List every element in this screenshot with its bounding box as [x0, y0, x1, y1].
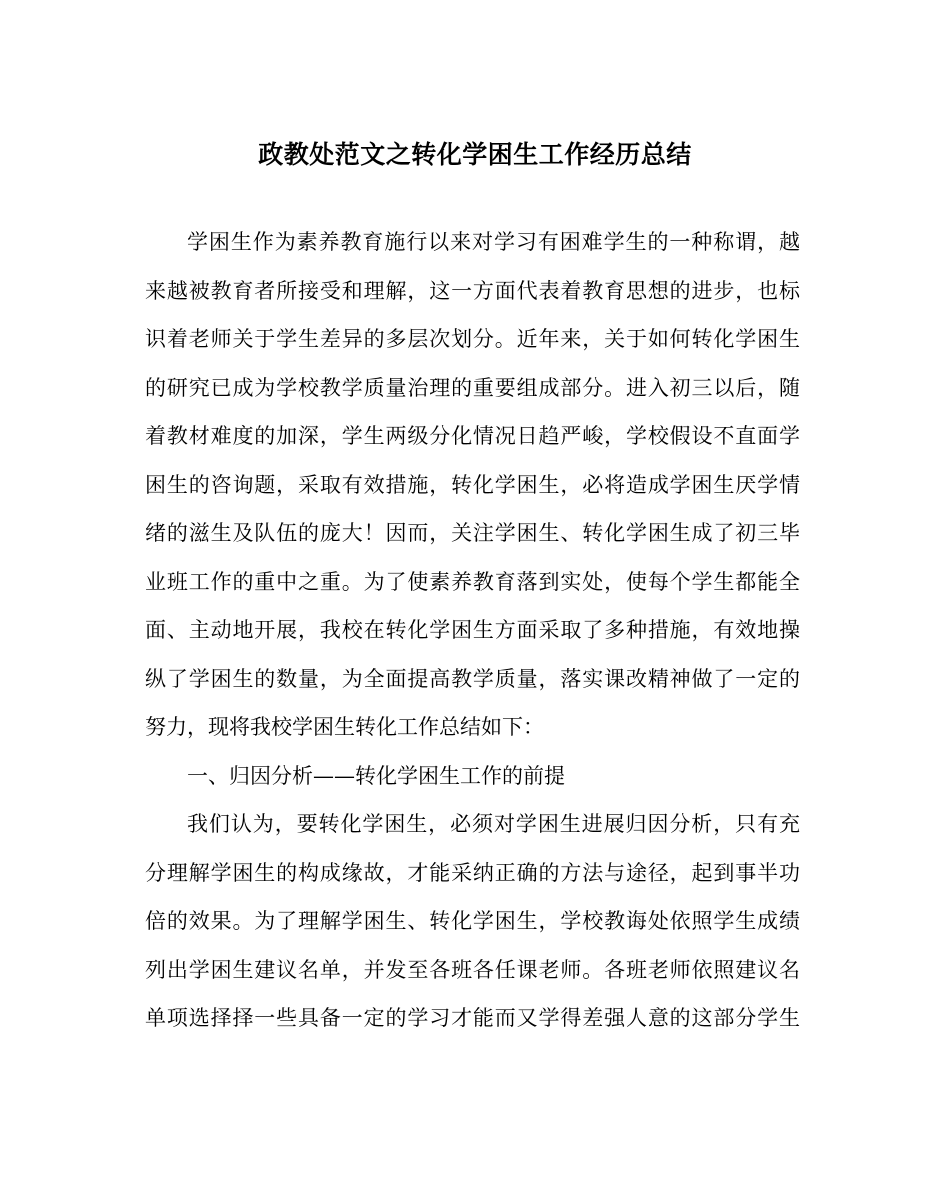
text-line: 绪的滋生及队伍的庞大！因而，关注学困生、转化学困生成了初三毕	[145, 521, 800, 545]
text-line: 我们认为，要转化学困生，必须对学困生进展归因分析，只有充	[187, 812, 800, 836]
text-line: 倍的效果。为了理解学困生、转化学困生，学校教诲处依照学生成绩	[145, 909, 800, 933]
text-line: 列出学困生建议名单，并发至各班各任课老师。各班老师依照建议名	[145, 957, 800, 982]
text-line: 学困生作为素养教育施行以来对学习有困难学生的一种称谓，越	[187, 230, 800, 254]
text-line: 纵了学困生的数量，为全面提高教学质量，落实课改精神做了一定的	[145, 666, 800, 691]
text-line: 着教材难度的加深，学生两级分化情况日趋严峻，学校假设不直面学	[145, 424, 800, 448]
text-line: 来越被教育者所接受和理解，这一方面代表着教育思想的进步，也标	[145, 278, 800, 303]
text-line: 努力，现将我校学困生转化工作总结如下：	[145, 715, 544, 739]
text-line: 困生的咨询题，采取有效措施，转化学困生，必将造成学困生厌学情	[145, 472, 800, 497]
text-line: 一、归因分析——转化学困生工作的前提	[187, 763, 565, 788]
document-title: 政教处范文之转化学困生工作经历总结	[258, 140, 692, 169]
document-body	[145, 218, 800, 1043]
text-line: 业班工作的重中之重。为了使素养教育落到实处，使每个学生都能全	[145, 569, 800, 594]
text-line: 分理解学困生的构成缘故，才能采纳正确的方法与途径，起到事半功	[145, 860, 800, 885]
text-line: 面、主动地开展，我校在转化学困生方面采取了多种措施，有效地操	[145, 618, 800, 642]
text-line: 的研究已成为学校教学质量治理的重要组成部分。进入初三以后，随	[145, 375, 800, 400]
text-line: 识着老师关于学生差异的多层次划分。近年来，关于如何转化学困生	[145, 327, 800, 351]
text-line: 单项选择择一些具备一定的学习才能而又学得差强人意的这部分学生	[145, 1006, 800, 1030]
